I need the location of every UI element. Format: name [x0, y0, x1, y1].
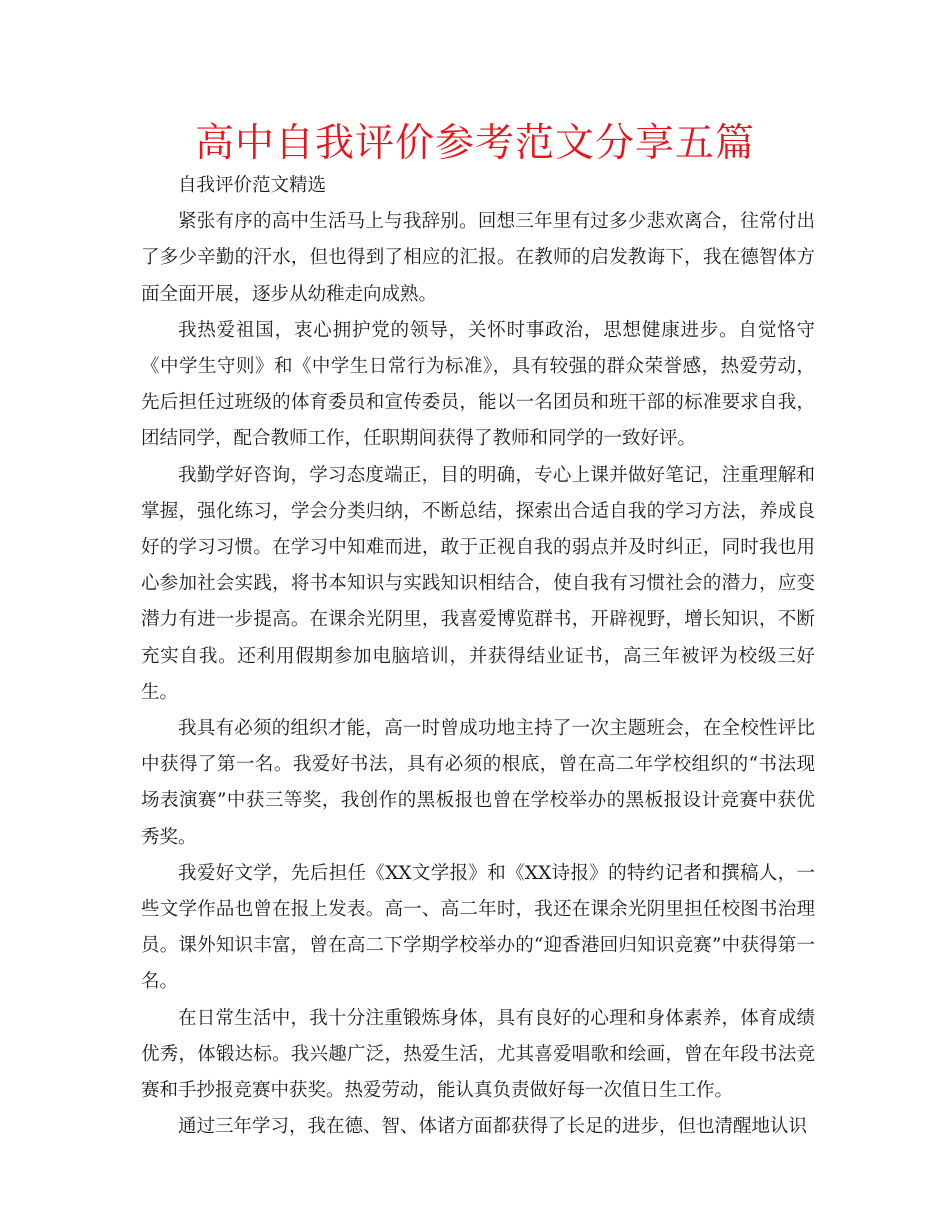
paragraph: 我热爱祖国，衷心拥护党的领导，关怀时事政治，思想健康进步。自觉恪守《中学生守则》和《中学生日常行为标准》，具有较强的群众荣誉感，热爱劳动，先后担任过班级的体育委员和宣传委员，能以一名团员和班干部的标准要求自我，团结同学，配合教师工作，任职期间获得了教师和同学的一致好评。 [141, 319, 815, 450]
paragraph: 我勤学好咨询，学习态度端正，目的明确，专心上课并做好笔记，注重理解和掌握，强化练习，学会分类归纳，不断总结，探索出合适自我的学习方法，养成良好的学习习惯。在学习中知难而进，敢于正视自我的弱点并及时纠正，同时我也用心参加社会实践，将书本知识与实践知识相结合，使自我有习惯社会的潜力，应变潜力有进一步提高。在课余光阴里，我喜爱博览群书，开辟视野，增长知识，不断充实自我。还利用假期参加电脑培训，并获得结业证书，高三年被评为校级三好生。 [141, 464, 815, 703]
document-body [141, 168, 815, 1145]
paragraph: 我爱好文学，先后担任《XX文学报》和《XX诗报》的特约记者和撰稿人，一些文学作品也曾在报上发表。高一、高二年时，我还在课余光阴里担任校图书治理员。课外知识丰富，曾在高二下学期学校举办的“迎香港回归知识竞赛”中获得第一名。 [141, 862, 815, 993]
paragraph: 通过三年学习，我在德、智、体诸方面都获得了长足的进步，但也清醒地认识 [178, 1116, 808, 1138]
paragraph: 紧张有序的高中生活马上与我辞别。回想三年里有过多少悲欢离合，往常付出了多少辛勤的汗水，但也得到了相应的汇报。在教师的启发教诲下，我在德智体方面全面开展，逐步从幼稚走向成熟。 [141, 211, 815, 305]
paragraph: 我具有必须的组织才能，高一时曾成功地主持了一次主题班会，在全校性评比中获得了第一名。我爱好书法，具有必须的根底，曾在高二年学校组织的“书法现场表演赛”中获三等奖，我创作的黑板报也曾在学校举办的黑板报设计竞赛中获优秀奖。 [141, 718, 815, 848]
section-heading: 自我评价范文精选 [178, 175, 327, 196]
paragraph: 在日常生活中，我十分注重锻炼身体，具有良好的心理和身体素养，体育成绩优秀，体锻达标。我兴趣广泛，热爱生活，尤其喜爱唱歌和绘画，曾在年段书法竞赛和手抄报竞赛中获奖。热爱劳动，能认真负责做好每一次值日生工作。 [141, 1007, 815, 1102]
document-title: 高中自我评价参考范文分享五篇 [194, 121, 755, 166]
